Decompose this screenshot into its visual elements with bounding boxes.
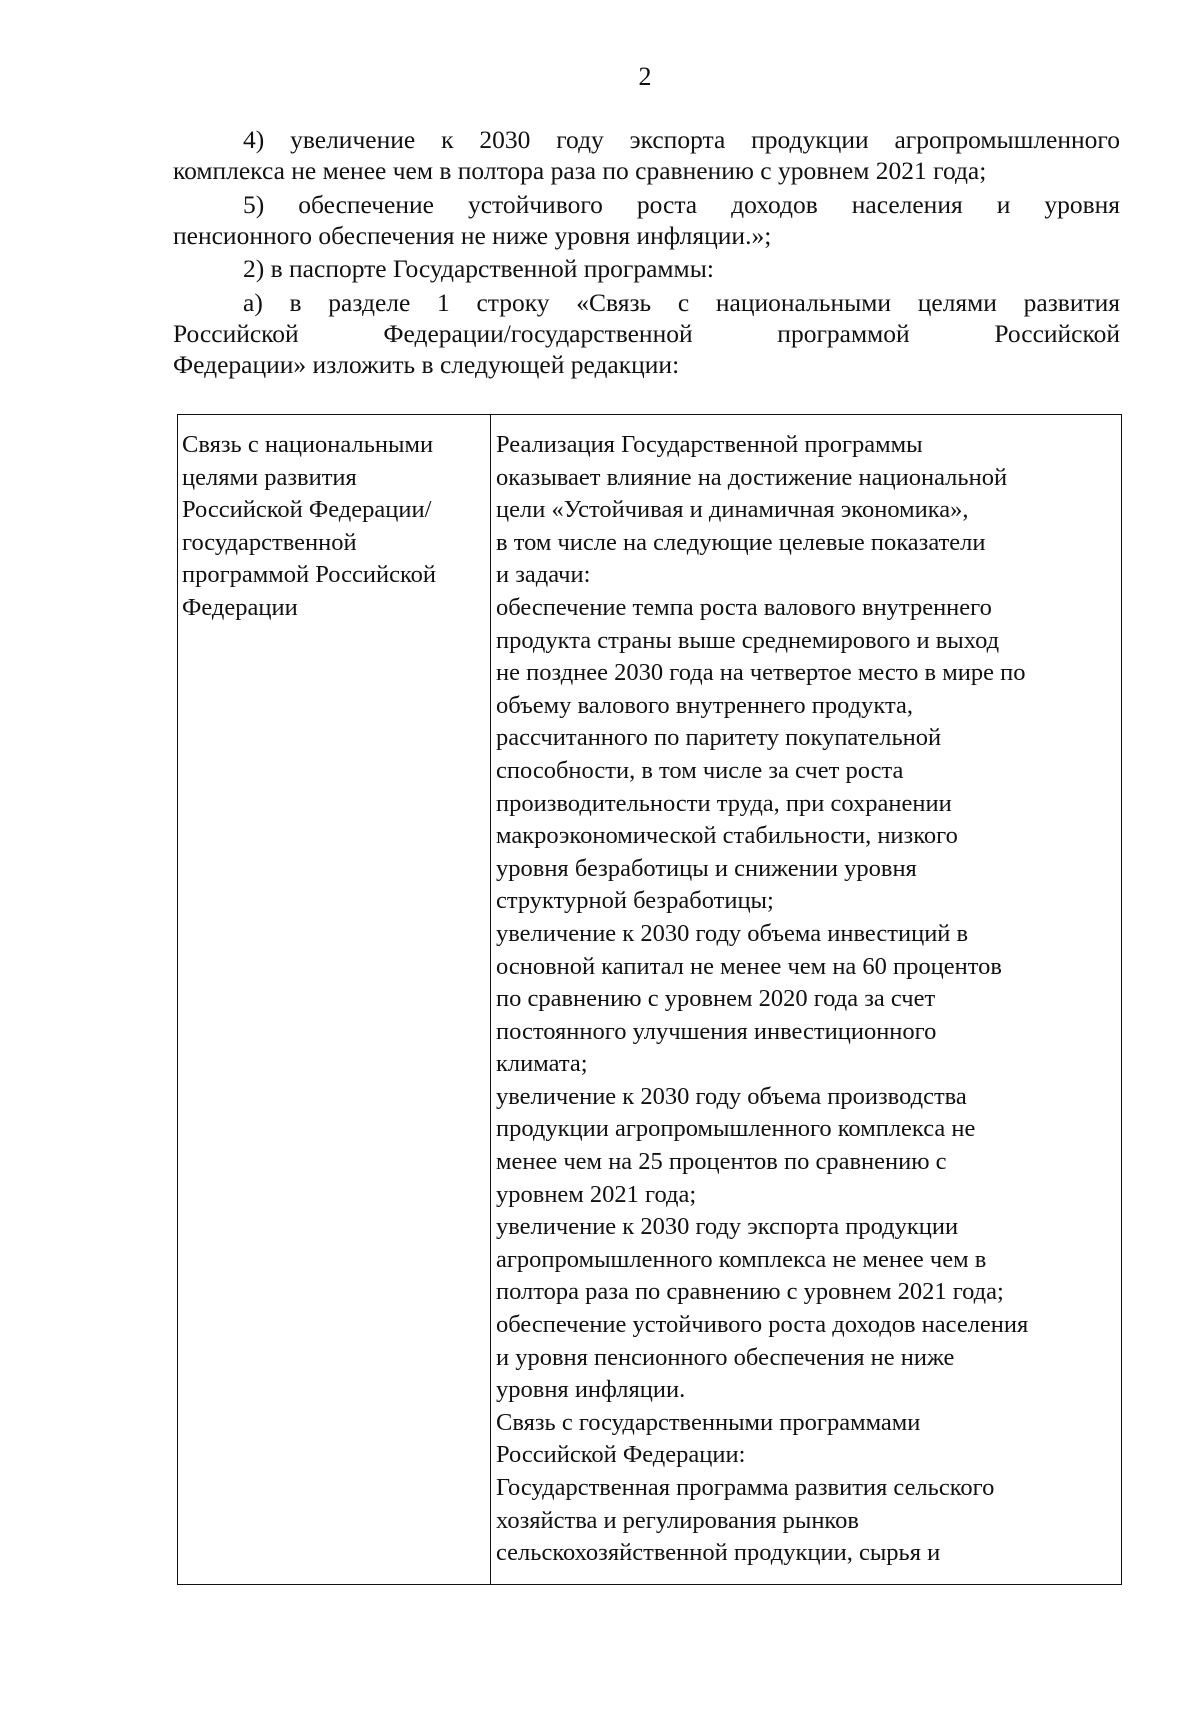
cell-line: производительности труда, при сохранении	[496, 789, 952, 817]
text-line: Федерации» изложить в следующей редакции:	[173, 350, 680, 379]
cell-line: Связь с государственными программами	[496, 1408, 921, 1436]
cell-line: полтора раза по сравнению с уровнем 2021 года;	[496, 1278, 1004, 1306]
cell-line: продукции агропромышленного комплекса не	[496, 1115, 976, 1143]
text-line: Российской Федерации/государственной программой Российской	[173, 319, 1120, 348]
cell-line: цели «Устойчивая и динамичная экономика»,	[496, 496, 969, 524]
text-line: комплекса не менее чем в полтора раза по сравнению с уровнем 2021 года;	[173, 156, 987, 185]
cell-line: способности, в том числе за счет роста	[496, 756, 904, 784]
cell-line: целями развития	[182, 463, 357, 491]
text-line: пенсионного обеспечения не ниже уровня инфляции.»;	[173, 221, 772, 250]
cell-line: продукта страны выше среднемирового и выход	[496, 626, 1000, 654]
cell-line: не позднее 2030 года на четвертое место в мире по	[496, 659, 1026, 687]
cell-line: обеспечение темпа роста валового внутреннего	[496, 593, 992, 621]
cell-line: увеличение к 2030 году экспорта продукции	[496, 1213, 959, 1241]
cell-line: в том числе на следующие целевые показатели	[496, 528, 986, 556]
cell-line: уровнем 2021 года;	[496, 1180, 697, 1208]
cell-line: и задачи:	[496, 561, 591, 589]
passport-table	[177, 414, 1122, 1585]
table-cell-right	[496, 429, 1121, 1570]
cell-line: агропромышленного комплекса не менее чем в	[496, 1245, 987, 1273]
cell-line: программой Российской	[182, 561, 437, 589]
cell-line: Связь с национальными	[182, 431, 434, 458]
paragraph-item-5	[173, 189, 1120, 251]
cell-line: основной капитал не менее чем на 60 процентов	[496, 952, 1002, 980]
cell-line: уровня инфляции.	[496, 1376, 686, 1404]
cell-line: Российской Федерации:	[496, 1441, 746, 1469]
cell-line: объему валового внутреннего продукта,	[496, 691, 913, 719]
paragraph-passport	[173, 253, 1120, 284]
table-cell-left	[182, 429, 484, 625]
column-divider	[490, 415, 491, 1584]
paragraph-section-1	[173, 287, 1120, 380]
cell-line: по сравнению с уровнем 2020 года за счет	[496, 985, 936, 1013]
paragraph-item-4	[173, 124, 1120, 186]
cell-line: хозяйства и регулирования рынков	[496, 1506, 859, 1534]
cell-line: структурной безработицы;	[496, 887, 774, 915]
cell-line: сельскохозяйственной продукции, сырья и	[496, 1539, 941, 1567]
cell-line: рассчитанного по паритету покупательной	[496, 724, 942, 752]
cell-line: постоянного улучшения инвестиционного	[496, 1017, 937, 1045]
text-line: а) в разделе 1 строку «Связь с национальными целями развития	[243, 288, 1120, 317]
cell-line: климата;	[496, 1050, 588, 1078]
cell-line: менее чем на 25 процентов по сравнению с	[496, 1148, 947, 1176]
cell-line: уровня безработицы и снижении уровня	[496, 854, 917, 882]
text-line: 2) в паспорте Государственной программы:	[243, 254, 714, 283]
cell-line: Российской Федерации/	[182, 496, 432, 524]
cell-line: и уровня пенсионного обеспечения не ниже	[496, 1343, 955, 1371]
cell-line: обеспечение устойчивого роста доходов населения	[496, 1311, 1029, 1339]
cell-line: государственной	[182, 528, 357, 556]
cell-line: Реализация Государственной программы	[496, 431, 923, 458]
cell-line: увеличение к 2030 году объема инвестиций в	[496, 919, 969, 947]
cell-line: увеличение к 2030 году объема производства	[496, 1082, 967, 1110]
text-line: 4) увеличение к 2030 году экспорта продукции агропромышленного	[243, 125, 1120, 154]
cell-line: Федерации	[182, 593, 298, 621]
cell-line: Государственная программа развития сельского	[496, 1474, 995, 1501]
page-number: 2	[638, 62, 652, 91]
cell-line: оказывает влияние на достижение национальной	[496, 463, 1008, 491]
cell-line: макроэкономической стабильности, низкого	[496, 822, 958, 850]
text-line: 5) обеспечение устойчивого роста доходов населения и уровня	[243, 190, 1120, 219]
